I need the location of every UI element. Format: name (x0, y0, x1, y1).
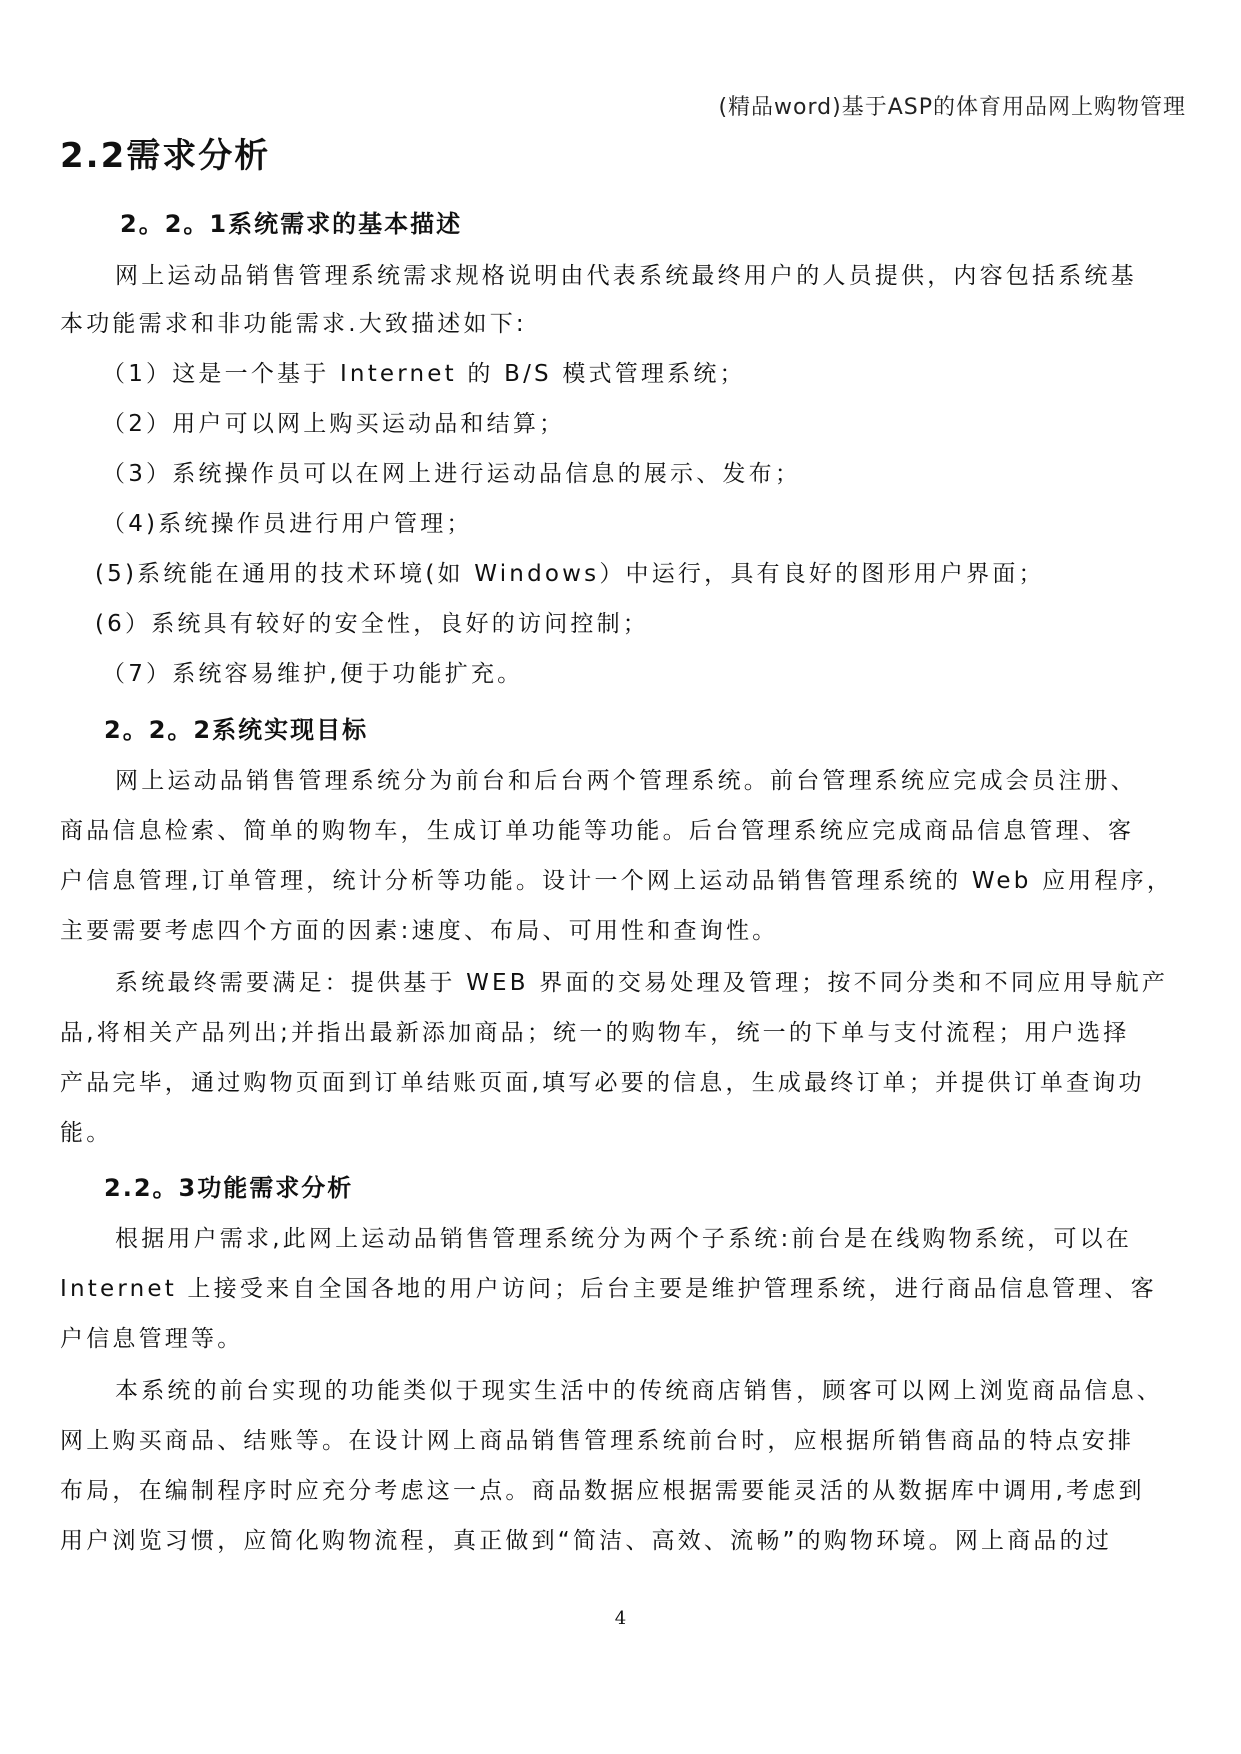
paragraph-line: 商品信息检索、简单的购物车，生成订单功能等功能。后台管理系统应完成商品信息管理、客 (60, 818, 1135, 844)
subsection-title-221: 2。2。1系统需求的基本描述 (120, 210, 463, 238)
paragraph-line: 网上购买商品、结账等。在设计网上商品销售管理系统前台时，应根据所销售商品的特点安排 (60, 1428, 1135, 1454)
list-item: （7）系统容易维护,便于功能扩充。 (102, 661, 524, 687)
paragraph-line: 户信息管理等。 (60, 1326, 244, 1352)
paragraph-line: 品,将相关产品列出;并指出最新添加商品；统一的购物车，统一的下单与支付流程；用户选择 (60, 1020, 1130, 1046)
section-title: 2.2需求分析 (60, 136, 271, 176)
running-header: (精品word)基于ASP的体育用品网上购物管理 (718, 95, 1186, 120)
list-item: （3）系统操作员可以在网上进行运动品信息的展示、发布； (102, 461, 802, 487)
page-number: 4 (614, 1608, 627, 1629)
paragraph-line: 网上运动品销售管理系统分为前台和后台两个管理系统。前台管理系统应完成会员注册、 (115, 768, 1137, 794)
paragraph-line: 本系统的前台实现的功能类似于现实生活中的传统商店销售，顾客可以网上浏览商品信息、 (115, 1378, 1163, 1404)
paragraph-line: 主要需要考虑四个方面的因素:速度、布局、可用性和查询性。 (60, 918, 779, 944)
paragraph-line: Internet 上接受来自全国各地的用户访问；后台主要是维护管理系统，进行商品信息管理、客 (60, 1276, 1157, 1302)
paragraph-line: 本功能需求和非功能需求.大致描述如下: (60, 311, 527, 337)
list-item: (6）系统具有较好的安全性，良好的访问控制； (95, 611, 650, 637)
paragraph-line: 根据用户需求,此网上运动品销售管理系统分为两个子系统:前台是在线购物系统，可以在 (115, 1226, 1133, 1252)
paragraph-line: 用户浏览习惯，应简化购物流程，真正做到“简洁、高效、流畅”的购物环境。网上商品的过 (60, 1528, 1113, 1554)
list-item: （1）这是一个基于 Internet 的 B/S 模式管理系统； (102, 361, 746, 387)
paragraph-line: 网上运动品销售管理系统需求规格说明由代表系统最终用户的人员提供，内容包括系统基 (115, 263, 1137, 289)
list-item: (5)系统能在通用的技术环境(如 Windows）中运行，具有良好的图形用户界面； (95, 561, 1045, 587)
subsection-title-223: 2.2。3功能需求分析 (104, 1174, 354, 1202)
list-item: （4)系统操作员进行用户管理； (102, 511, 473, 537)
subsection-title-222: 2。2。2系统实现目标 (104, 716, 369, 744)
list-item: （2）用户可以网上购买运动品和结算； (102, 411, 566, 437)
paragraph-line: 能。 (60, 1120, 113, 1146)
paragraph-line: 户信息管理,订单管理，统计分析等功能。设计一个网上运动品销售管理系统的 Web 应用程序， (60, 868, 1174, 894)
paragraph-line: 产品完毕，通过购物页面到订单结账页面,填写必要的信息，生成最终订单；并提供订单查询功 (60, 1070, 1145, 1096)
paragraph-line: 系统最终需要满足：提供基于 WEB 界面的交易处理及管理；按不同分类和不同应用导航产 (115, 970, 1169, 996)
paragraph-line: 布局，在编制程序时应充分考虑这一点。商品数据应根据需要能灵活的从数据库中调用,考虑到 (60, 1478, 1145, 1504)
